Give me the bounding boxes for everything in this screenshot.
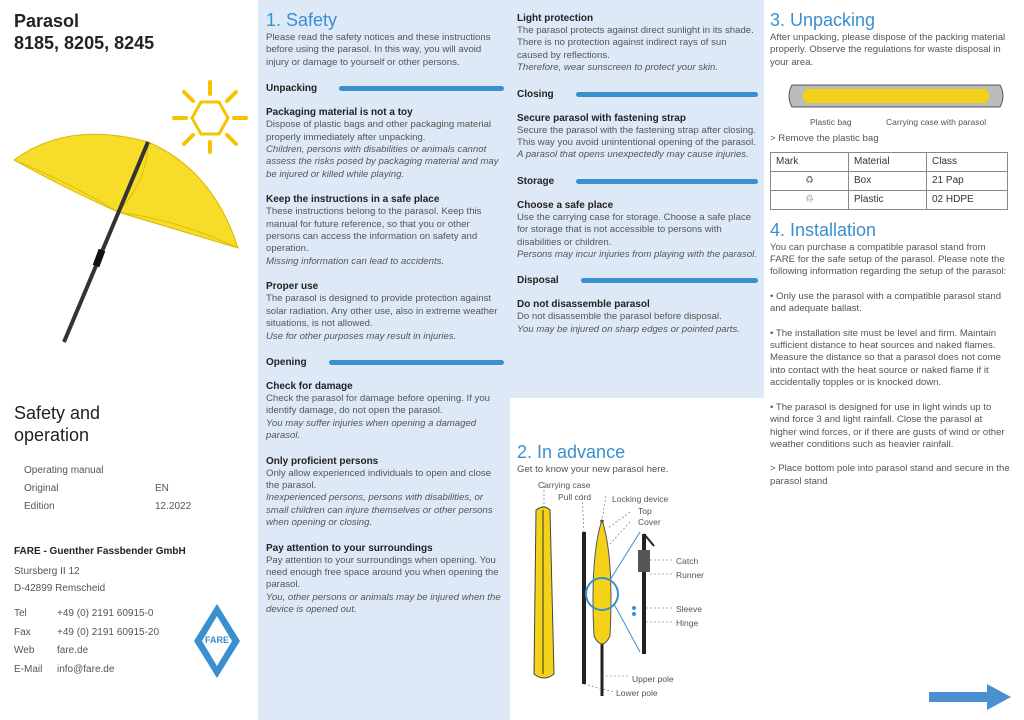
place-warning: Persons may incur injuries from playing with the parasol. [517,249,757,261]
bag-case-illustration [786,79,1006,113]
category-opening [266,357,504,368]
table-cell: 02 HDPE [927,190,1008,209]
table-header: Mark [771,152,849,171]
place-text: Use the carrying case for storage. Choose a safe place for storage that is not accessible to persons with disabilities or children. [517,211,752,248]
spec-value: 12.2022 [155,501,192,512]
category-closing [517,89,758,100]
contact-label: Tel [14,608,27,619]
category-storage [517,176,758,187]
damage-warning: You may suffer injuries when opening a damaged parasol. [266,417,477,442]
company-block [14,546,186,679]
contact-value[interactable]: fare.de [57,645,89,657]
strap-warning: A parasol that opens unexpectedly may cause injuries. [517,149,749,161]
proficient-text: Only allow experienced individuals to open and close the parasol. [266,467,492,491]
document-specs [24,462,191,516]
light-title: Light protection [517,13,594,24]
label-catch: Catch [676,556,699,566]
label-pull-cord: Pull cord [558,492,592,502]
category-bar [339,86,504,91]
category-bar [329,360,504,365]
use-warning: Use for other purposes may result in injuries. [266,330,457,342]
company-city: D-42899 Remscheid [14,583,106,594]
label-sleeve: Sleeve [676,604,702,614]
strap-title: Secure parasol with fastening strap [517,112,686,124]
label-runner: Runner [676,570,704,580]
contact-value: +49 (0) 2191 60915-20 [57,626,160,638]
remove-bag-step: > Remove the plastic bag [770,133,879,145]
use-title: Proper use [266,281,319,293]
category-bar [576,179,758,184]
label-lower-pole: Lower pole [616,688,658,698]
advance-heading: 2. In advance [517,442,626,462]
label-carrying-case: Carrying case [538,480,591,490]
table-header: Material [849,152,927,171]
cover-panel [0,0,258,720]
category-label: Disposal [517,275,559,287]
installation-bullet-2: • The installation site must be level and firm. Maintain sufficient distance to heat sources and naked flames. Measure the distance so that a parasol does not come into contact with the heat source or naked flame if it accidentally topples or is knocked down. [770,327,1001,389]
use-text: The parasol is designed to provide protection against solar radiation. Any other use, also in extreme weather situations, is not allowed. [266,293,498,330]
category-label: Opening [266,356,307,368]
table-cell: 21 Pap [927,171,1008,190]
next-page-arrow-icon [929,684,1011,710]
label-cover: Cover [638,517,661,527]
disassemble-title: Do not disassemble parasol [517,299,650,311]
label-hinge: Hinge [676,618,699,628]
safety-panel [258,0,510,720]
table-header-row [771,152,1008,171]
safety-continued [510,0,764,398]
table-cell: Box [849,171,927,190]
in-advance-section [510,398,764,720]
contact-value: +49 (0) 2191 60915-0 [57,608,154,619]
unpacking-text: After unpacking, please dispose of the packing material properly. Observe the regulations for waste disposal in your area. [770,32,1006,68]
fare-logo [194,604,240,678]
recycling-mark-icon: ♻ [771,171,849,190]
surroundings-text: Pay attention to your surroundings when opening. You need enough free space around you when opening the parasol. [266,554,499,591]
company-name: FARE - Guenther Fassbender GmbH [14,546,186,557]
damage-title: Check for damage [266,380,353,392]
strap-text: Secure the parasol with the fastening strap after closing. This way you avoid unintentional opening of the parasol. [517,124,756,149]
installation-text: You can purchase a compatible parasol stand from FARE for the safe setup of the parasol. Please note the following information regarding the setup of the parasol: [770,241,1007,278]
category-unpacking [266,83,504,94]
unpacking-installation-panel [764,0,1024,720]
category-label: Storage [517,175,555,187]
light-warning: Therefore, wear sunscreen to protect your skin. [517,62,719,74]
company-street: Stursberg II 12 [14,566,80,577]
disassemble-text: Do not disassemble the parasol before disposal. [517,311,722,323]
contact-label: E-Mail [14,663,43,675]
product-title: Parasol [14,11,80,31]
keep-warning: Missing information can lead to accidents. [266,255,445,267]
spec-label: Operating manual [24,465,104,476]
plastic-bag-label: Plastic bag [810,117,852,128]
middle-panel [510,0,764,720]
surroundings-title: Pay attention to your surroundings [266,542,433,554]
category-label: Unpacking [266,83,318,95]
table-row [771,171,1008,190]
plastic-recycling-icon: ♲ [771,190,849,209]
category-label: Closing [517,88,554,100]
spec-value: EN [155,483,169,494]
sun-icon [174,82,246,152]
safety-heading: 1. Safety [266,10,338,30]
keep-text: These instructions belong to the parasol. Keep this manual for future reference, so that you or other persons can access the information on safety and operation. [266,206,482,255]
spec-label: Edition [24,501,55,512]
parasol-illustration [8,80,248,350]
label-upper-pole: Upper pole [632,674,674,684]
packaging-warning: Children, persons with disabilities or animals cannot assess the risks posed by packaging material and may be injured or killed while playing. [266,144,499,180]
packaging-text: Dispose of plastic bags and other packaging material properly immediately after unpacking. [266,119,492,143]
installation-bullet-3: • The parasol is designed for use in light winds up to wind force 3 and light rainfall. Close the parasol at higher wind forces, or if there are gusts of wind or other weather conditions such as heavier rainfall. [770,401,1005,450]
logo-text: FARE [204,635,229,645]
table-header: Class [927,152,1008,171]
installation-bullet-1: • Only use the parasol with a compatible parasol stand and adequate ballast. [770,290,1002,315]
proficient-title: Only proficient persons [266,455,379,467]
table-row [771,190,1008,209]
damage-text: Check the parasol for damage before opening. If you identify damage, do not open the parasol. [266,392,490,417]
category-bar [581,278,758,283]
advance-text: Get to know your new parasol here. [517,464,669,475]
packaging-title: Packaging material is not a toy [266,107,413,119]
place-title: Choose a safe place [517,199,614,211]
disassemble-warning: You may be injured on sharp edges or pointed parts. [517,323,740,335]
label-locking-device: Locking device [612,494,669,504]
installation-step: > Place bottom pole into parasol stand and secure in the parasol stand [770,463,1010,487]
label-top: Top [638,506,652,516]
material-table [770,152,1008,210]
product-models: 8185, 8205, 8245 [14,33,155,53]
subtitle-line-1: Safety and [14,403,101,423]
keep-title: Keep the instructions in a safe place [266,194,440,206]
light-text: The parasol protects against direct sunlight in its shade. There is no protection against indirect rays of sun caused by reflections. [517,25,754,61]
category-bar [576,92,758,97]
surroundings-warning: You, other persons or animals may be injured when the device is opened out. [266,591,501,616]
contact-label: Fax [14,626,31,638]
contact-value[interactable]: info@fare.de [57,663,115,675]
category-disposal [517,275,758,286]
contact-label: Web [14,645,35,657]
table-cell: Plastic [849,190,927,209]
spec-label: Original [24,483,59,494]
unpacking-heading: 3. Unpacking [770,10,876,30]
safety-intro: Please read the safety notices and these instructions before using the parasol. In this way, you will avoid injury or damage to yourself or other persons. [266,32,491,68]
installation-heading: 4. Installation [770,219,877,240]
subtitle-line-2: operation [14,425,90,445]
proficient-warning: Inexperienced persons, persons with disabilities, or small children can injure themselves or other persons when opening or closing. [266,492,493,529]
carrying-case-label: Carrying case with parasol [886,117,987,128]
